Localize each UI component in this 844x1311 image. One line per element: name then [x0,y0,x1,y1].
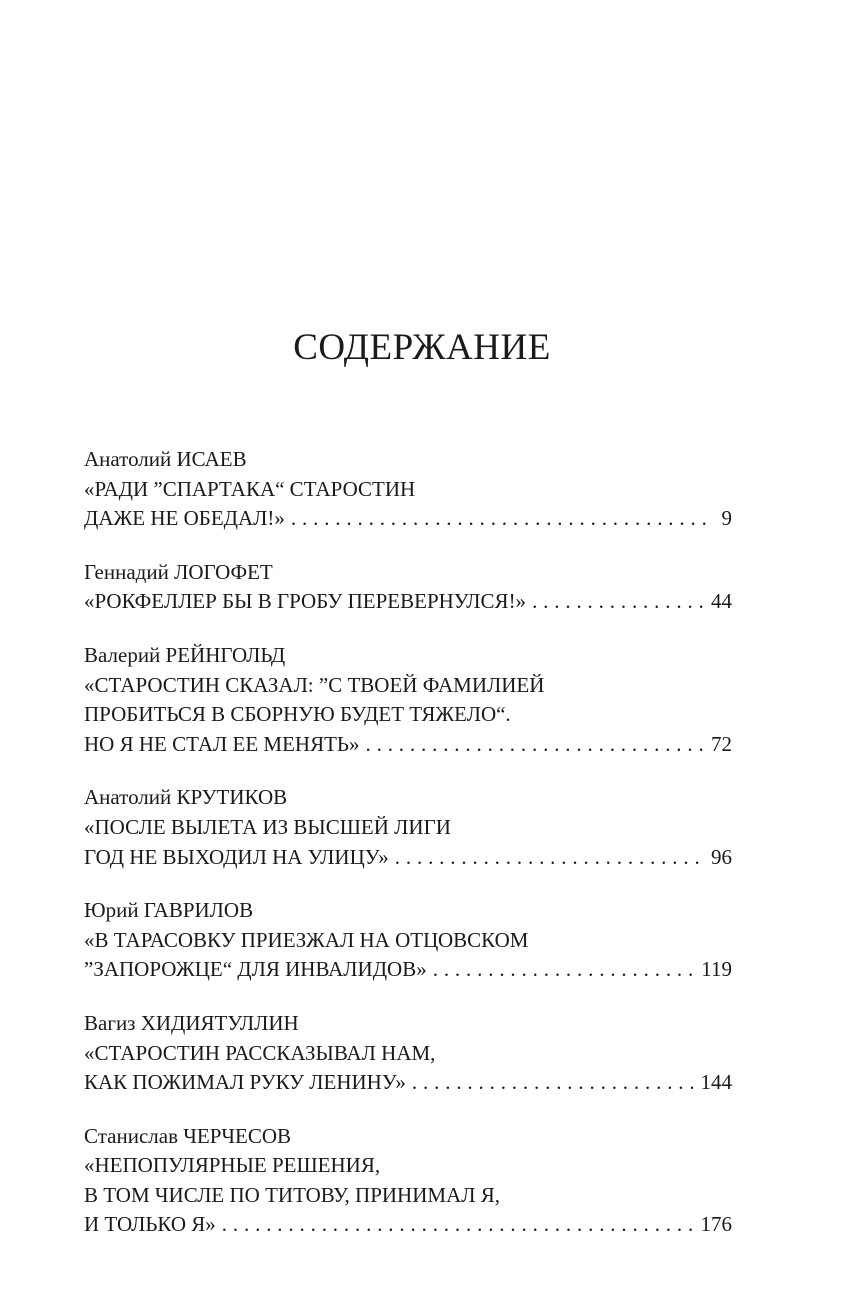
toc-entry-page-number: 176 [700,1212,732,1237]
toc-entry-author: Анатолий ИСАЕВ [84,447,247,471]
page-title: СОДЕРЖАНИЕ [293,327,551,368]
toc-entry-author: Геннадий ЛОГОФЕТ [84,559,273,584]
toc-entry-title-text: НО Я НЕ СТАЛ ЕЕ МЕНЯТЬ» [84,731,360,756]
toc-entry-page-number: 96 [711,844,732,869]
dot-leader [291,504,714,534]
toc-entry-title-last-line[interactable] [84,1068,732,1098]
toc-entry-title-text: КАК ПОЖИМАЛ РУКУ ЛЕНИНУ» [84,1070,406,1095]
toc-entry [84,558,732,617]
dot-leader [433,955,694,985]
toc-entry-title-text: «РОКФЕЛЛЕР БЫ В ГРОБУ ПЕРЕВЕРНУЛСЯ!» [84,589,527,614]
toc-entry [84,783,732,872]
toc-entry-page-number: 44 [711,589,732,614]
toc-entry-author: Валерий РЕЙНГОЛЬД [84,642,286,667]
toc-entry-title-last-line[interactable] [84,587,732,617]
toc-entry [84,445,732,534]
toc-entry-title-last-line[interactable] [84,843,732,873]
toc-entry-title-last-line[interactable] [84,504,732,534]
toc-entry-title-line: «СТАРОСТИН РАССКАЗЫВАЛ НАМ, [84,1040,436,1065]
toc-entry-page-number: 119 [701,957,732,982]
toc-entry-title-line: В ТОМ ЧИСЛЕ ПО ТИТОВУ, ПРИНИМАЛ Я, [84,1182,500,1207]
toc-entry-title-line: ПРОБИТЬСЯ В СБОРНУЮ БУДЕТ ТЯЖЕЛО“. [84,702,511,727]
toc-entry-author: Станислав ЧЕРЧЕСОВ [84,1123,292,1148]
toc-entry-title-last-line[interactable] [84,1210,732,1240]
toc-entry-title-line: «ПОСЛЕ ВЫЛЕТА ИЗ ВЫСШЕЙ ЛИГИ [84,814,451,839]
toc-entry-title-text: ДАЖЕ НЕ ОБЕДАЛ!» [84,506,285,531]
toc-entry-title-line: «НЕПОПУЛЯРНЫЕ РЕШЕНИЯ, [84,1153,381,1178]
toc-entry-title-last-line[interactable] [84,955,732,985]
toc-entry-title-text: ”ЗАПОРОЖЦЕ“ ДЛЯ ИНВАЛИДОВ» [84,957,427,982]
toc-entry-title-last-line[interactable] [84,730,732,760]
toc-entry-page-number: 72 [711,731,732,756]
toc-entry-title-text: ГОД НЕ ВЫХОДИЛ НА УЛИЦУ» [84,844,389,869]
toc-entry [84,641,732,759]
toc-entry-title-line: «СТАРОСТИН СКАЗАЛ: ”С ТВОЕЙ ФАМИЛИЕЙ [84,672,545,697]
toc-entry-author: Анатолий КРУТИКОВ [84,785,288,810]
toc-entry-page-number: 9 [721,506,732,531]
toc-entry [84,1009,732,1098]
toc-entry [84,1122,732,1240]
dot-leader [366,730,704,760]
toc-entry-page-number: 144 [700,1070,732,1095]
toc-entry [84,896,732,985]
table-of-contents [84,445,732,1264]
toc-entry-title-text: И ТОЛЬКО Я» [84,1212,216,1237]
dot-leader [412,1068,693,1098]
toc-entry-author: Вагиз ХИДИЯТУЛЛИН [84,1010,299,1035]
dot-leader [532,587,703,617]
toc-entry-title-line: «РАДИ ”СПАРТАКА“ СТАРОСТИН [84,476,416,501]
toc-entry-author: Юрий ГАВРИЛОВ [84,898,254,923]
toc-entry-title-line: «В ТАРАСОВКУ ПРИЕЗЖАЛ НА ОТЦОВСКОМ [84,927,529,952]
dot-leader [222,1210,693,1240]
dot-leader [395,843,703,873]
